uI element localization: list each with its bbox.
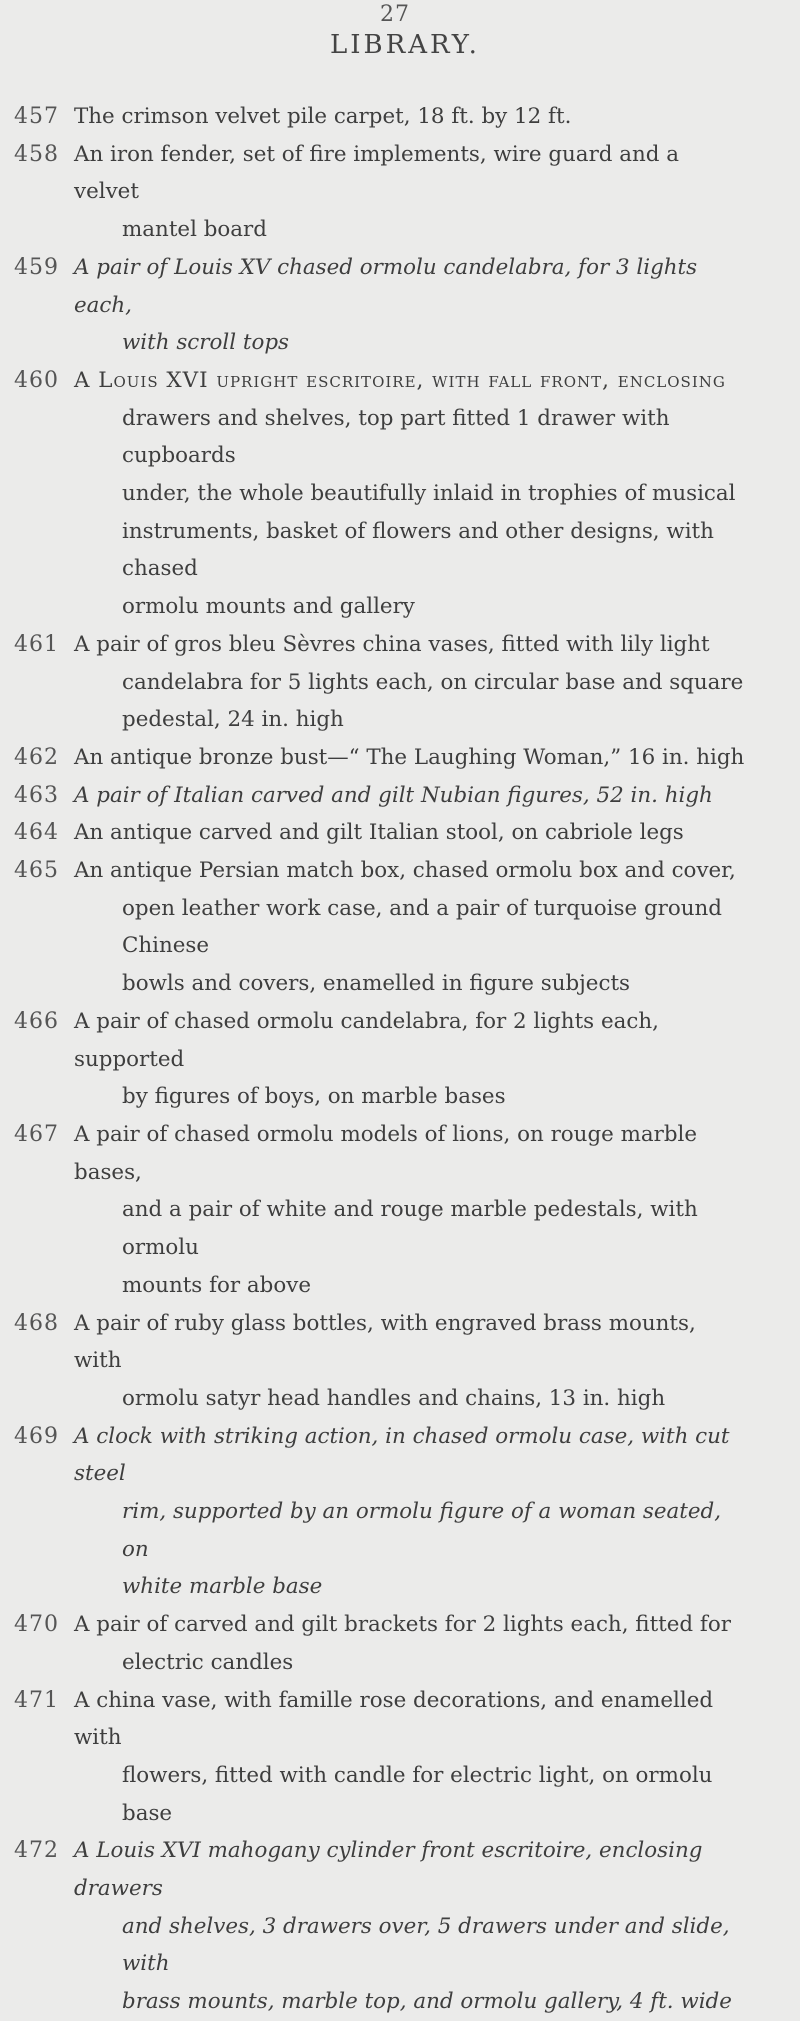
lot-description <box>62 1832 750 2021</box>
lot-number: 466 <box>14 1008 59 1034</box>
lot-description-line: white marble base <box>122 1574 323 1600</box>
lot-description-line: pedestal, 24 in. high <box>122 707 344 733</box>
lot-entry <box>0 852 800 1003</box>
lot-entry <box>0 1682 800 1833</box>
lot-description-line: A clock with striking action, in chased ormolu case, with cut steel <box>74 1423 730 1487</box>
lot-description-line: A Louis XVI mahogany cylinder front escritoire, enclosing drawers <box>74 1838 703 1902</box>
lot-description <box>62 1116 750 1305</box>
lot-number: 457 <box>14 104 59 129</box>
lot-description-line: A pair of chased ormolu candelabra, for 2 lights each, supported <box>74 1008 659 1072</box>
lot-description-line: with scroll tops <box>122 330 290 356</box>
lot-entry <box>0 1606 800 1681</box>
lot-description-line: ormolu satyr head handles and chains, 13 in. high <box>122 1385 666 1411</box>
page-number: 27 <box>380 2 410 27</box>
lot-number: 469 <box>14 1423 59 1449</box>
lot-description-line: flowers, fitted with candle for electric light, on ormolu base <box>122 1762 713 1826</box>
lot-description-line: A Louis XVI upright escritoire, with fall front, enclosing <box>74 367 726 393</box>
lot-description-line: electric candles <box>122 1649 294 1675</box>
lot-description <box>62 814 750 852</box>
lot-number: 465 <box>14 858 59 884</box>
lot-description-line: A china vase, with famille rose decorations, and enamelled with <box>74 1687 714 1751</box>
lot-description-line: A pair of Louis XV chased ormolu candelabra, for 3 lights each, <box>74 254 698 318</box>
lot-description <box>62 1418 750 1607</box>
lot-description-line: open leather work case, and a pair of turquoise ground Chinese <box>122 895 723 959</box>
lot-description-line: ormolu mounts and gallery <box>122 594 415 620</box>
lot-number: 461 <box>14 631 59 657</box>
lot-entry <box>0 98 800 136</box>
lot-number: 458 <box>14 141 59 167</box>
lot-number: 467 <box>14 1121 59 1147</box>
lot-description <box>62 852 750 1003</box>
lot-entry <box>0 1832 800 2021</box>
lot-description-line: and a pair of white and rouge marble pedestals, with ormolu <box>122 1197 698 1261</box>
lot-description-line: The crimson velvet pile carpet, 18 ft. by 12 ft. <box>74 104 572 129</box>
lot-number: 464 <box>14 820 59 846</box>
lot-number: 460 <box>14 367 59 393</box>
lot-description <box>62 98 750 136</box>
lot-description-line: An antique Persian match box, chased ormolu box and cover, <box>74 858 736 884</box>
lot-description-line: candelabra for 5 lights each, on circular base and square <box>122 669 744 695</box>
lot-entry <box>0 1003 800 1116</box>
lot-description-line: A pair of gros bleu Sèvres china vases, fitted with lily light <box>74 631 710 657</box>
lot-description <box>62 777 750 815</box>
lot-description-line: under, the whole beautifully inlaid in trophies of musical <box>122 481 736 507</box>
lot-description <box>62 136 750 249</box>
lot-entry <box>0 626 800 739</box>
lot-description-line: A pair of Italian carved and gilt Nubian figures, 52 in. high <box>74 782 713 808</box>
lot-number: 463 <box>14 782 59 808</box>
lot-description-line: A pair of carved and gilt brackets for 2 lights each, fitted for <box>74 1612 731 1638</box>
lot-entry <box>0 777 800 815</box>
lot-description-line: instruments, basket of flowers and other designs, with chased <box>122 518 714 582</box>
lot-number: 472 <box>14 1838 59 1864</box>
lot-description-line: An antique carved and gilt Italian stool, on cabriole legs <box>74 820 684 846</box>
lot-entry <box>0 814 800 852</box>
lot-description-line: An iron fender, set of fire implements, wire guard and a velvet <box>74 141 680 205</box>
lot-description-line: brass mounts, marble top, and ormolu gallery, 4 ft. wide <box>122 1989 732 2015</box>
lot-description-line: mounts for above <box>122 1272 311 1298</box>
lot-description <box>62 1003 750 1116</box>
lot-description-line: bowls and covers, enamelled in figure subjects <box>122 971 631 997</box>
lot-entry <box>0 1116 800 1305</box>
lot-description-line: drawers and shelves, top part fitted 1 drawer with cupboards <box>122 405 670 469</box>
lot-description <box>62 1606 750 1681</box>
lot-description <box>62 1682 750 1833</box>
section-title: LIBRARY. <box>330 30 480 60</box>
lot-entry <box>0 249 800 362</box>
lot-description <box>62 249 750 362</box>
lot-list <box>0 98 800 2021</box>
lot-number: 468 <box>14 1310 59 1336</box>
lot-description <box>62 739 750 777</box>
lot-entry <box>0 739 800 777</box>
lot-description <box>62 626 750 739</box>
lot-description-line: rim, supported by an ormolu figure of a woman seated, on <box>122 1499 722 1562</box>
lot-entry <box>0 1418 800 1607</box>
lot-description-line: by figures of boys, on marble bases <box>122 1084 506 1110</box>
lot-description <box>62 1305 750 1418</box>
lot-description-line: A pair of ruby glass bottles, with engraved brass mounts, with <box>74 1310 696 1374</box>
lot-number: 459 <box>14 254 59 280</box>
lot-description-line: mantel board <box>122 217 267 243</box>
lot-number: 471 <box>14 1687 59 1713</box>
lot-description <box>62 362 750 626</box>
lot-entry <box>0 362 800 626</box>
lot-description-line: An antique bronze bust—“ The Laughing Woman,” 16 in. high <box>74 744 745 770</box>
lot-entry <box>0 136 800 249</box>
lot-description-line: A pair of chased ormolu models of lions, on rouge marble bases, <box>74 1121 698 1185</box>
lot-entry <box>0 1305 800 1418</box>
lot-description-line: and shelves, 3 drawers over, 5 drawers under and slide, with <box>122 1913 730 1977</box>
lot-number: 470 <box>14 1612 59 1638</box>
lot-number: 462 <box>14 744 59 770</box>
